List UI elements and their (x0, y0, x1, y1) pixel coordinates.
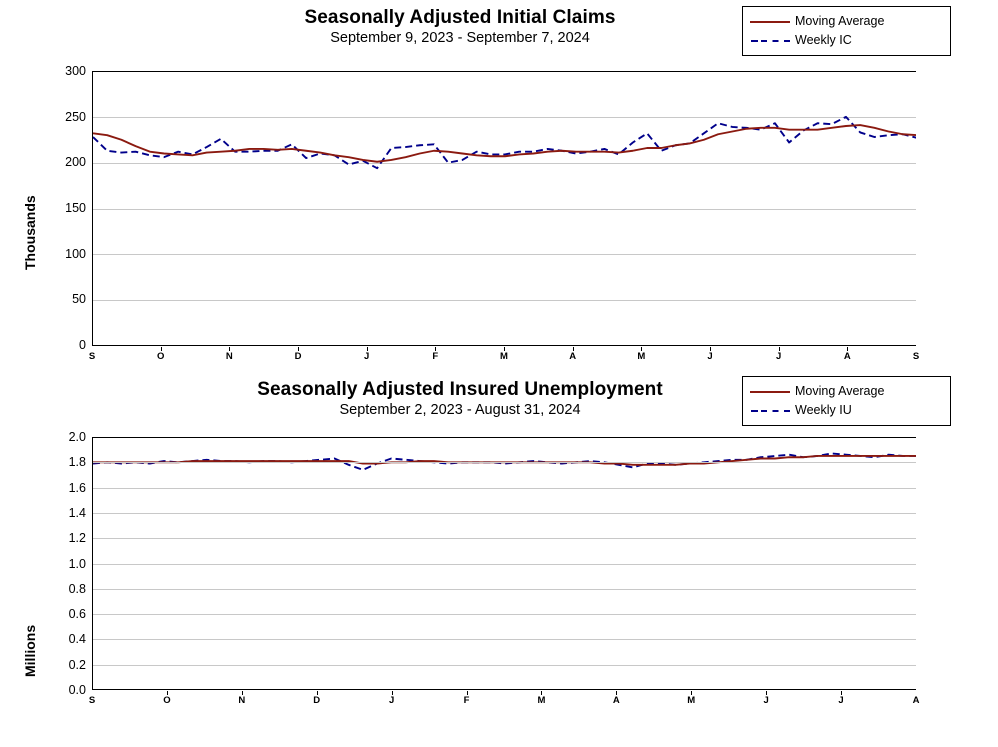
gridline (93, 564, 916, 565)
y-tick-label: 150 (65, 201, 86, 215)
x-tick-label: A (612, 695, 620, 706)
x-tick-mark (710, 347, 711, 351)
x-tick-label: N (238, 695, 246, 706)
insured-unemployment-chart (0, 372, 998, 747)
legend-label: Moving Average (795, 14, 885, 28)
y-tick-label: 250 (65, 110, 86, 124)
solid-line-icon (750, 17, 790, 27)
gridline (93, 462, 916, 463)
x-tick-mark (367, 347, 368, 351)
x-tick-mark (504, 347, 505, 351)
chart-subtitle: September 9, 2023 - September 7, 2024 (330, 30, 590, 46)
legend-label: Weekly IC (795, 33, 852, 47)
y-tick-label: 1.4 (68, 505, 86, 520)
y-tick-label: 0.2 (68, 657, 86, 672)
x-tick-label: J (364, 351, 370, 362)
legend-item-weekly-iu (750, 401, 940, 420)
y-tick-label: 0.8 (68, 581, 86, 596)
x-tick-label: D (313, 695, 321, 706)
x-tick-mark (641, 347, 642, 351)
x-tick-mark (317, 691, 318, 695)
series-weekly-ic (93, 117, 916, 168)
chart-subtitle: September 2, 2023 - August 31, 2024 (339, 402, 581, 418)
x-tick-label: F (432, 351, 439, 362)
x-tick-mark (779, 347, 780, 351)
x-tick-label: A (912, 695, 920, 706)
x-tick-mark (167, 691, 168, 695)
gridline (93, 513, 916, 514)
x-tick-mark (847, 347, 848, 351)
initial-claims-chart (0, 0, 998, 372)
gridline (93, 639, 916, 640)
x-tick-mark (841, 691, 842, 695)
y-tick-label: 0.6 (68, 607, 86, 622)
x-tick-mark (298, 347, 299, 351)
y-tick-label: 0.4 (68, 632, 86, 647)
dashed-line-icon (750, 36, 790, 46)
x-tick-mark (435, 347, 436, 351)
x-tick-mark (242, 691, 243, 695)
chart-title: Seasonally Adjusted Insured Unemployment (257, 379, 663, 400)
x-tick-label: S (88, 695, 96, 706)
legend-item-moving-average (750, 12, 940, 31)
y-tick-label: 1.2 (68, 531, 86, 546)
x-tick-label: A (843, 351, 851, 362)
y-tick-label: 1.8 (68, 455, 86, 470)
y-axis-title: Thousands (22, 195, 38, 270)
x-tick-label: J (776, 351, 782, 362)
legend-insured-unemployment (742, 376, 951, 426)
series-lines-initial-claims (93, 71, 916, 345)
x-tick-label: M (537, 695, 546, 706)
plot-area-insured-unemployment (92, 437, 916, 690)
gridline (93, 538, 916, 539)
y-tick-label: 1.0 (68, 556, 86, 571)
gridline (93, 614, 916, 615)
plot-area-initial-claims (92, 71, 916, 346)
x-tick-mark (161, 347, 162, 351)
x-tick-label: S (88, 351, 96, 362)
y-tick-label: 0 (79, 338, 86, 352)
x-tick-label: O (163, 695, 171, 706)
x-tick-label: O (156, 351, 165, 362)
legend-label: Moving Average (795, 384, 885, 398)
x-tick-label: J (707, 351, 713, 362)
x-tick-label: J (838, 695, 844, 706)
x-tick-mark (573, 347, 574, 351)
x-tick-label: M (500, 351, 508, 362)
y-axis-title: Millions (22, 624, 38, 677)
x-tick-label: A (569, 351, 577, 362)
legend-item-weekly-ic (750, 31, 940, 50)
y-tick-label: 0.0 (68, 683, 86, 697)
x-tick-mark (467, 691, 468, 695)
gridline (93, 589, 916, 590)
x-tick-label: J (388, 695, 395, 706)
x-tick-mark (541, 691, 542, 695)
x-tick-label: J (763, 695, 769, 706)
x-tick-mark (766, 691, 767, 695)
y-tick-label: 300 (65, 64, 86, 78)
chart-title: Seasonally Adjusted Initial Claims (304, 7, 616, 28)
x-tick-label: M (687, 695, 696, 706)
x-tick-label: S (912, 351, 920, 362)
dashed-line-icon (750, 406, 790, 416)
y-tick-label: 2.0 (68, 430, 86, 444)
x-tick-mark (616, 691, 617, 695)
x-tick-label: F (463, 695, 470, 706)
x-tick-label: N (225, 351, 233, 362)
series-moving-average (93, 125, 916, 162)
legend-initial-claims (742, 6, 951, 56)
legend-item-moving-average (750, 382, 940, 401)
x-tick-label: M (637, 351, 646, 362)
series-moving-average (93, 456, 916, 465)
solid-line-icon (750, 387, 790, 397)
x-tick-mark (229, 347, 230, 351)
legend-label: Weekly IU (795, 403, 852, 417)
gridline (93, 488, 916, 489)
y-tick-label: 1.6 (68, 480, 86, 495)
gridline (93, 665, 916, 666)
x-tick-label: D (294, 351, 302, 362)
y-tick-label: 50 (72, 292, 86, 306)
x-tick-mark (691, 691, 692, 695)
y-tick-label: 200 (65, 155, 86, 169)
y-tick-label: 100 (65, 247, 86, 261)
x-tick-mark (392, 691, 393, 695)
